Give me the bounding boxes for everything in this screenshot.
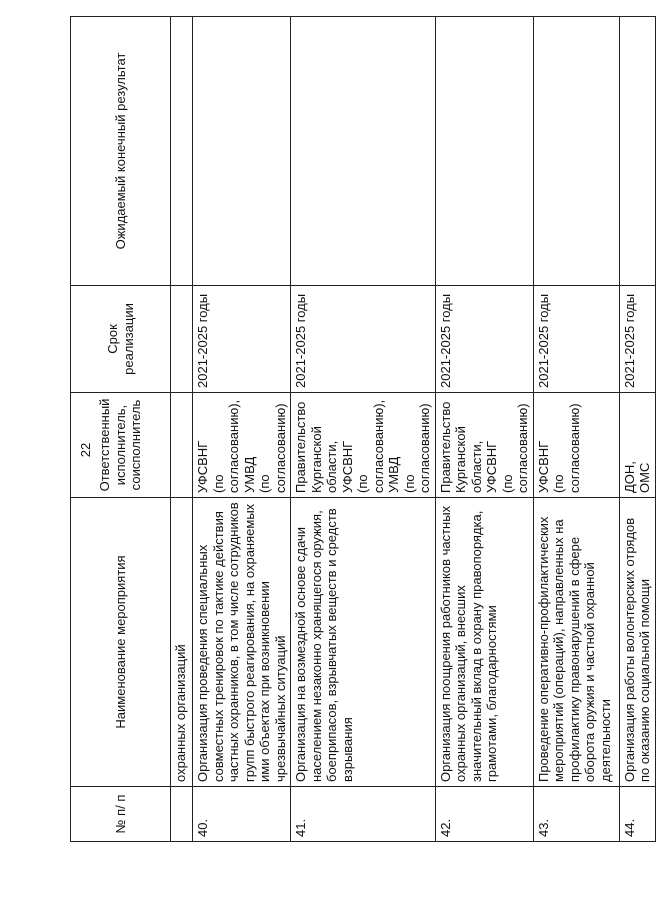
row-term: 2021-2025 годы	[619, 286, 655, 393]
header-name: Наименование мероприятия	[71, 498, 171, 787]
row-result	[435, 17, 533, 286]
continuation-resp-cell	[171, 393, 193, 498]
header-responsible: Ответственный исполнитель, соисполнитель	[71, 393, 171, 498]
row-name: Проведение оперативно-профилактических мероприятий (операций), направленных на профилактику правонарушений в сфере оборота оружия и частной охранной деятельности	[533, 498, 619, 787]
measures-table	[70, 16, 656, 842]
continuation-term-cell	[171, 286, 193, 393]
continuation-num-cell	[171, 787, 193, 842]
row-responsible: Правительство Курганской области, УФСВНГ (по согласованию)	[435, 393, 533, 498]
row-responsible: ДОН, ОМС	[619, 393, 655, 498]
row-num: 42.	[435, 787, 533, 842]
page-number: 22	[78, 442, 93, 458]
row-term: 2021-2025 годы	[193, 286, 291, 393]
table-row	[619, 17, 655, 842]
table-row	[193, 17, 291, 842]
row-num: 44.	[619, 787, 655, 842]
row-name: Организация проведения специальных совместных тренировок по тактике действия частных охранников, в том числе сотрудников групп быстрого реагирования, на охраняемых ими объектах при возникновении чрезвычайных ситуаций	[193, 498, 291, 787]
table-row	[291, 17, 436, 842]
row-result	[619, 17, 655, 286]
continuation-name-cell: охранных организаций	[171, 498, 193, 787]
table-header-row	[71, 17, 171, 842]
row-name: Организация поощрения работников частных охранных организаций, внесших значительный вклад в охрану правопорядка, грамотами, благодарностями	[435, 498, 533, 787]
row-term: 2021-2025 годы	[533, 286, 619, 393]
continuation-result-cell	[171, 17, 193, 286]
row-term: 2021-2025 годы	[291, 286, 436, 393]
row-result	[291, 17, 436, 286]
row-result	[193, 17, 291, 286]
row-num: 43.	[533, 787, 619, 842]
row-responsible: УФСВНГ (по согласованию), УМВД (по согласованию)	[193, 393, 291, 498]
row-result	[533, 17, 619, 286]
continuation-row	[171, 17, 193, 842]
table-row	[435, 17, 533, 842]
row-name: Организация на возмездной основе сдачи населением незаконно хранящегося оружия, боеприпасов, взрывчатых веществ и средств взрывания	[291, 498, 436, 787]
row-responsible: Правительство Курганской области, УФСВНГ (по согласованию), УМВД (по согласованию)	[291, 393, 436, 498]
row-responsible: УФСВНГ (по согласованию)	[533, 393, 619, 498]
row-term: 2021-2025 годы	[435, 286, 533, 393]
header-num: № п/ п	[71, 787, 171, 842]
row-name: Организация работы волонтерских отрядов по оказанию социальной помощи	[619, 498, 655, 787]
rotated-table-wrapper	[70, 52, 652, 842]
table-row	[533, 17, 619, 842]
row-num: 41.	[291, 787, 436, 842]
header-result: Ожидаемый конечный результат	[71, 17, 171, 286]
row-num: 40.	[193, 787, 291, 842]
header-term: Срок реализации	[71, 286, 171, 393]
